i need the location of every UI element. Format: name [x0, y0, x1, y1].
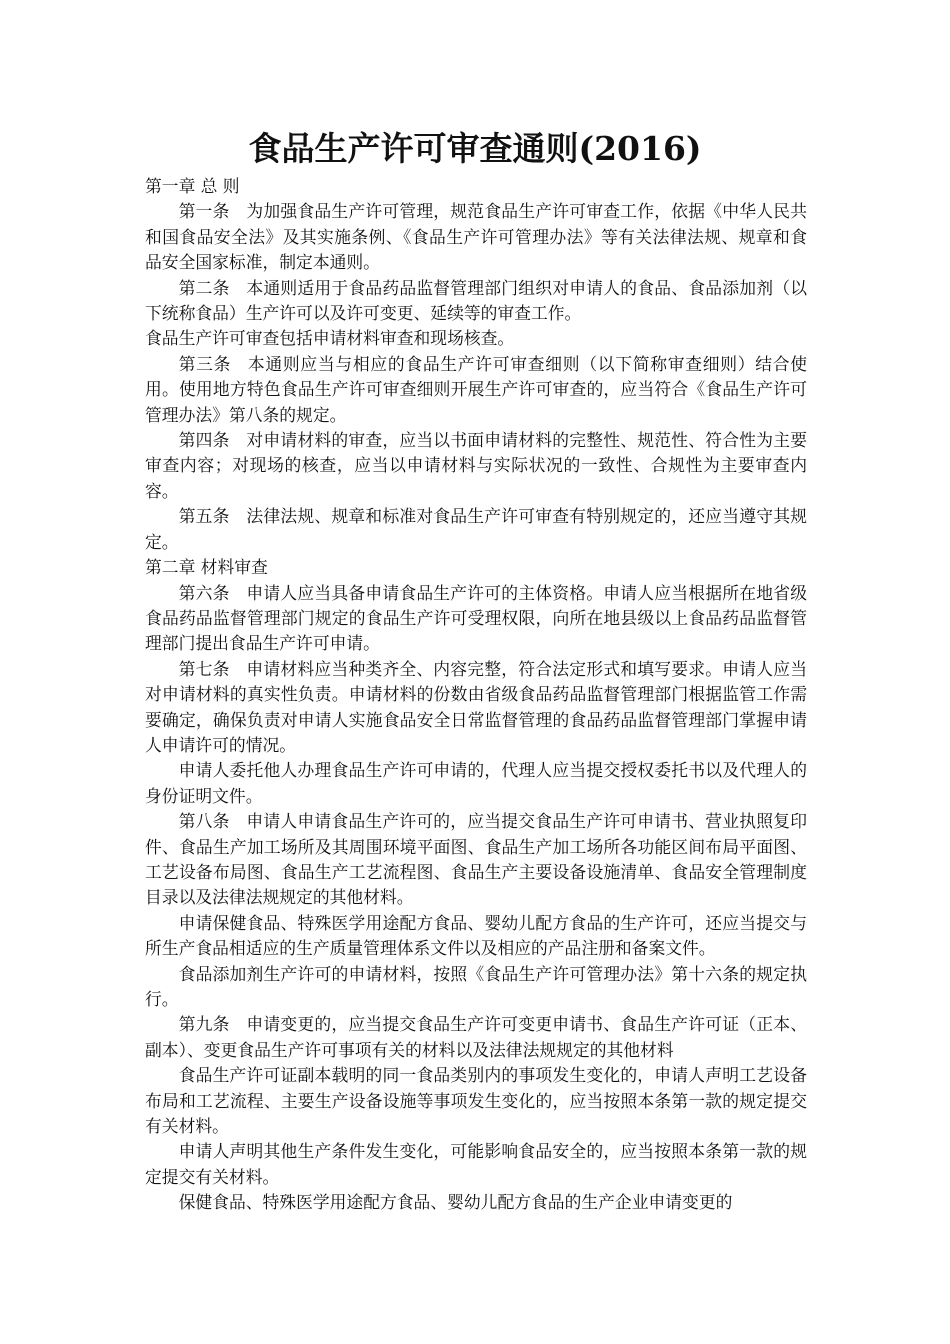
article-paragraph — [145, 504, 807, 555]
article-text: 申请变更的，应当提交食品生产许可变更申请书、食品生产许可证（正本、副本）、变更食品生产许可事项有关的材料以及法律法规规定的其他材料 — [145, 1014, 807, 1060]
article-label: 第四条 — [178, 430, 230, 451]
body-paragraph: 申请人委托他人办理食品生产许可申请的，代理人应当提交授权委托书以及代理人的身份证明文件。 — [145, 760, 807, 806]
article-label: 第六条 — [178, 582, 230, 603]
article-label: 第一条 — [178, 201, 230, 222]
body-paragraph: 食品添加剂生产许可的申请材料，按照《食品生产许可管理办法》第十六条的规定执行。 — [145, 963, 807, 1009]
article-label: 第五条 — [178, 506, 230, 527]
article-paragraph — [145, 276, 807, 327]
document-title: 食品生产许可审查通则(2016) — [248, 129, 702, 168]
article-label: 第八条 — [178, 811, 230, 832]
article-text: 本通则应当与相应的食品生产许可审查细则（以下简称审查细则）结合使用。使用地方特色食品生产许可审查细则开展生产许可审查的，应当符合《食品生产许可管理办法》第八条的规定。 — [145, 353, 807, 425]
article-paragraph — [145, 1012, 807, 1063]
chapter-heading: 第二章 材料审查 — [145, 557, 268, 578]
body-paragraph: 申请人声明其他生产条件发生变化，可能影响食品安全的，应当按照本条第一款的规定提交有关材料。 — [145, 1141, 807, 1187]
body-paragraph: 保健食品、特殊医学用途配方食品、婴幼儿配方食品的生产企业申请变更的 — [178, 1192, 733, 1213]
article-paragraph — [145, 428, 807, 504]
article-text: 本通则适用于食品药品监督管理部门组织对申请人的食品、食品添加剂（以下统称食品）生产许可以及许可变更、延续等的审查工作。 — [145, 277, 807, 324]
article-label: 第三条 — [178, 353, 232, 374]
body-paragraph: 食品生产许可审查包括申请材料审查和现场核查。 — [145, 328, 515, 349]
article-paragraph — [145, 352, 807, 428]
article-label: 第七条 — [178, 658, 230, 679]
article-paragraph — [145, 657, 807, 759]
article-paragraph — [145, 199, 807, 275]
article-text: 对申请材料的审查，应当以书面申请材料的完整性、规范性、符合性为主要审查内容；对现场的核查，应当以申请材料与实际状况的一致性、合规性为主要审查内容。 — [145, 430, 807, 501]
body-paragraph: 食品生产许可证副本载明的同一食品类别内的事项发生变化的，申请人声明工艺设备布局和工艺流程、主要生产设备设施等事项发生变化的，应当按照本条第一款的规定提交有关材料。 — [145, 1065, 807, 1137]
article-text: 申请人应当具备申请食品生产许可的主体资格。申请人应当根据所在地省级食品药品监督管理部门规定的食品生产许可受理权限，向所在地县级以上食品药品监督管理部门提出食品生产许可申请。 — [145, 582, 807, 654]
chapter-heading: 第一章 总 则 — [145, 176, 240, 196]
article-text: 法律法规、规章和标准对食品生产许可审查有特别规定的，还应当遵守其规定。 — [145, 506, 807, 552]
article-label: 第二条 — [178, 277, 230, 298]
document-body — [145, 174, 807, 1216]
article-text: 为加强食品生产许可管理，规范食品生产许可审查工作，依据《中华人民共和国食品安全法》及其实施条例、《食品生产许可管理办法》等有关法律法规、规章和食品安全国家标准，制定本通则。 — [145, 201, 807, 273]
body-paragraph: 申请保健食品、特殊医学用途配方食品、婴幼儿配方食品的生产许可，还应当提交与所生产食品相适应的生产质量管理体系文件以及相应的产品注册和备案文件。 — [145, 912, 807, 959]
article-paragraph — [145, 581, 807, 657]
article-label: 第九条 — [178, 1014, 230, 1035]
article-paragraph — [145, 809, 807, 911]
article-text: 申请材料应当种类齐全、内容完整，符合法定形式和填写要求。申请人应当对申请材料的真实性负责。申请材料的份数由省级食品药品监督管理部门根据监管工作需要确定，确保负责对申请人实施食品安全日常监督管理的食品药品监督管理部门掌握申请人申请许可的情况。 — [145, 658, 807, 755]
article-text: 申请人申请食品生产许可的，应当提交食品生产许可申请书、营业执照复印件、食品生产加工场所及其周围环境平面图、食品生产加工场所各功能区间布局平面图、工艺设备布局图、食品生产工艺流程图、食品生产主要设备设施清单、食品安全管理制度目录以及法律法规规定的其他材料。 — [145, 811, 807, 908]
